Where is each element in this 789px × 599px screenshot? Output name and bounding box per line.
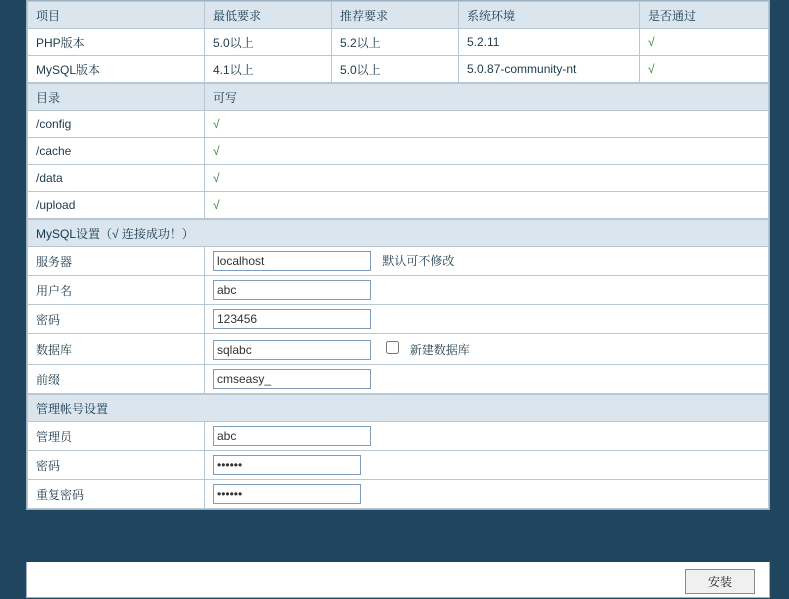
right-gutter [770, 0, 789, 599]
mysql-host-input[interactable] [213, 251, 371, 271]
mysql-host-hint: 默认可不修改 [382, 254, 455, 268]
mysql-prefix-row [28, 365, 769, 394]
mysql-password-label: 密码 [28, 305, 205, 334]
col-pass: 是否通过 [640, 2, 769, 29]
admin-password-input[interactable] [213, 455, 361, 475]
php-rec: 5.2以上 [332, 29, 459, 56]
php-version-label: PHP版本 [28, 29, 205, 56]
dir-data-label: /data [28, 165, 205, 192]
mysql-database-label: 数据库 [28, 334, 205, 365]
admin-password-repeat-label: 重复密码 [28, 480, 205, 509]
admin-password-repeat-input[interactable] [213, 484, 361, 504]
mysql-host-cell [205, 247, 769, 276]
admin-user-input[interactable] [213, 426, 371, 446]
footer-bar [26, 562, 770, 598]
col-dir: 目录 [28, 84, 205, 111]
php-min: 5.0以上 [205, 29, 332, 56]
mysql-prefix-input[interactable] [213, 369, 371, 389]
mysql-pass-check-icon: √ [640, 56, 769, 83]
mysql-rec: 5.0以上 [332, 56, 459, 83]
environment-check-table [27, 1, 769, 83]
mysql-prefix-cell [205, 365, 769, 394]
create-database-label: 新建数据库 [409, 343, 470, 357]
mysql-user-cell [205, 276, 769, 305]
mysql-section-header [28, 220, 769, 247]
mysql-settings-table [27, 219, 769, 394]
mysql-user-input[interactable] [213, 280, 371, 300]
directory-table-header-row [28, 84, 769, 111]
mysql-password-row [28, 305, 769, 334]
environment-table-header-row [28, 2, 769, 29]
dir-config-label: /config [28, 111, 205, 138]
dir-data-check-icon: √ [205, 165, 769, 192]
admin-section-header [28, 395, 769, 422]
admin-settings-table [27, 394, 769, 509]
mysql-database-row [28, 334, 769, 365]
mysql-user-row [28, 276, 769, 305]
mysql-password-input[interactable] [213, 309, 371, 329]
col-writable: 可写 [205, 84, 769, 111]
dir-upload-check-icon: √ [205, 192, 769, 219]
mysql-database-input[interactable] [213, 340, 371, 360]
admin-user-cell [205, 422, 769, 451]
directory-check-table [27, 83, 769, 219]
table-row [28, 29, 769, 56]
mysql-min: 4.1以上 [205, 56, 332, 83]
dir-cache-label: /cache [28, 138, 205, 165]
table-row [28, 138, 769, 165]
col-min: 最低要求 [205, 2, 332, 29]
table-row [28, 165, 769, 192]
installer-panel [26, 0, 770, 510]
col-env: 系统环境 [459, 2, 640, 29]
table-row [28, 56, 769, 83]
php-pass-check-icon: √ [640, 29, 769, 56]
col-rec: 推荐要求 [332, 2, 459, 29]
admin-password-row [28, 451, 769, 480]
create-database-checkbox[interactable] [386, 341, 399, 354]
mysql-version-label: MySQL版本 [28, 56, 205, 83]
mysql-env: 5.0.87-community-nt [459, 56, 640, 83]
mysql-database-cell [205, 334, 769, 365]
dir-upload-label: /upload [28, 192, 205, 219]
mysql-password-cell [205, 305, 769, 334]
create-database-checkbox-wrap [374, 338, 469, 358]
admin-section-title: 管理帐号设置 [28, 395, 769, 422]
admin-user-row [28, 422, 769, 451]
mysql-host-row [28, 247, 769, 276]
table-row [28, 111, 769, 138]
dir-cache-check-icon: √ [205, 138, 769, 165]
admin-user-label: 管理员 [28, 422, 205, 451]
mysql-user-label: 用户名 [28, 276, 205, 305]
dir-config-check-icon: √ [205, 111, 769, 138]
mysql-section-title: MySQL设置（√ 连接成功！） [28, 220, 769, 247]
mysql-host-label: 服务器 [28, 247, 205, 276]
admin-password-label: 密码 [28, 451, 205, 480]
mysql-prefix-label: 前缀 [28, 365, 205, 394]
table-row [28, 192, 769, 219]
col-item: 项目 [28, 2, 205, 29]
admin-password-repeat-row [28, 480, 769, 509]
admin-password-cell [205, 451, 769, 480]
php-env: 5.2.11 [459, 29, 640, 56]
install-button[interactable]: 安装 [685, 569, 755, 594]
admin-password-repeat-cell [205, 480, 769, 509]
